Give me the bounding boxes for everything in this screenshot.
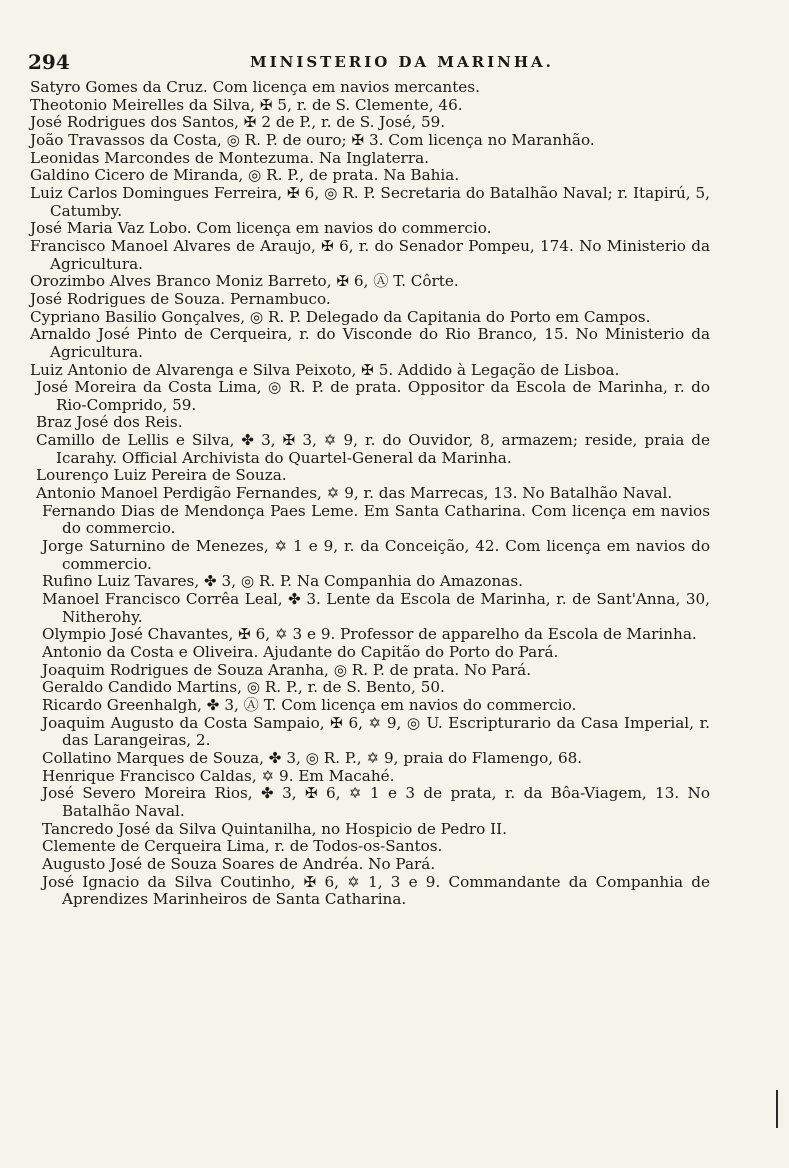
list-item: Braz José dos Reis. [36, 413, 183, 432]
list-item: Satyro Gomes da Cruz. Com licença em navios mercantes. [30, 78, 480, 96]
list-item: Rufino Luiz Tavares, ✤ 3, ◎ R. P. Na Companhia do Amazonas. [42, 572, 523, 591]
list-item: Augusto José de Souza Soares de Andréa. No Pará. [42, 854, 436, 873]
list-item: Geraldo Candido Martins, ◎ R. P., r. de S. Bento, 50. [42, 678, 445, 697]
margin-mark [776, 1090, 778, 1128]
list-item: Jorge Saturnino de Menezes, ✡ 1 e 9, r. da Conceição, 42. Com licença em navios do commercio. [42, 537, 710, 573]
list-item: Joaquim Augusto da Costa Sampaio, ✠ 6, ✡ 9, ◎ U. Escripturario da Casa Imperial, r. das Larangeiras, 2. [42, 713, 710, 750]
list-item: José Rodrigues de Souza. Pernambuco. [30, 289, 331, 308]
list-item: Collatino Marques de Souza, ✤ 3, ◎ R. P., ✡ 9, praia do Flamengo, 68. [42, 748, 583, 767]
list-item: José Moreira da Costa Lima, ◎ R. P. de prata. Oppositor da Escola de Marinha, r. do Rio-Comprido, 59. [36, 378, 710, 414]
list-item: Fernando Dias de Mendonça Paes Leme. Em Santa Catharina. Com licença em navios do commercio. [42, 501, 710, 538]
list-item: Antonio Manoel Perdigão Fernandes, ✡ 9, r. das Marrecas, 13. No Batalhão Naval. [36, 484, 673, 503]
list-item: José Severo Moreira Rios, ✤ 3, ✠ 6, ✡ 1 e 3 de prata, r. da Bôa-Viagem, 13. No Batalhão Naval. [42, 784, 710, 820]
list-item: Francisco Manoel Alvares de Araujo, ✠ 6, r. do Senador Pompeu, 174. No Ministerio da Agricultura. [30, 236, 710, 273]
list-item: Henrique Francisco Caldas, ✡ 9. Em Macahé. [42, 766, 395, 785]
list-item: Joaquim Rodrigues de Souza Aranha, ◎ R. P. de prata. No Pará. [42, 660, 532, 679]
list-item: Theotonio Meirelles da Silva, ✠ 5, r. de S. Clemente, 46. [30, 95, 463, 114]
list-item: José Rodrigues dos Santos, ✠ 2 de P., r. de S. José, 59. [30, 113, 446, 132]
list-item: Camillo de Lellis e Silva, ✤ 3, ✠ 3, ✡ 9, r. do Ouvidor, 8, armazem; reside, praia de Icarahy. Official Archivista do Quartel-General da Marinha. [36, 431, 710, 467]
list-item: Cypriano Basilio Gonçalves, ◎ R. P. Delegado da Capitania do Porto em Campos. [30, 307, 651, 326]
list-item: Lourenço Luiz Pereira de Souza. [36, 466, 287, 485]
entry-list [30, 79, 710, 909]
list-item: Luiz Antonio de Alvarenga e Silva Peixoto, ✠ 5. Addido à Legação de Lisboa. [30, 360, 620, 379]
list-item: Leonidas Marcondes de Montezuma. Na Inglaterra. [30, 148, 429, 167]
list-item: Antonio da Costa e Oliveira. Ajudante do Capitão do Porto do Pará. [42, 643, 559, 661]
list-item: Tancredo José da Silva Quintanilha, no Hospicio de Pedro II. [42, 819, 507, 838]
list-item: José Ignacio da Silva Coutinho, ✠ 6, ✡ 1, 3 e 9. Commandante da Companhia de Aprendizes Marinheiros de Santa Catharina. [42, 872, 710, 909]
list-item: Manoel Francisco Corrêa Leal, ✤ 3. Lente da Escola de Marinha, r. de Sant'Anna, 30, Nitherohy. [42, 590, 710, 626]
list-item: José Maria Vaz Lobo. Com licença em navios do commercio. [30, 219, 492, 238]
list-item: Ricardo Greenhalgh, ✤ 3, Ⓐ T. Com licença em navios do commercio. [42, 695, 577, 714]
list-item: Galdino Cicero de Miranda, ◎ R. P., de prata. Na Bahia. [30, 166, 460, 185]
list-item: Luiz Carlos Domingues Ferreira, ✠ 6, ◎ R. P. Secretaria do Batalhão Naval; r. Itapirú, 5, Catumby. [30, 183, 710, 220]
list-item: Clemente de Cerqueira Lima, r. de Todos-os-Santos. [42, 837, 443, 856]
list-item: Olympio José Chavantes, ✠ 6, ✡ 3 e 9. Professor de apparelho da Escola de Marinha. [42, 625, 697, 644]
list-item: Arnaldo José Pinto de Cerqueira, r. do Visconde do Rio Branco, 15. No Ministerio da Agricultura. [30, 325, 710, 361]
list-item: Orozimbo Alves Branco Moniz Barreto, ✠ 6, Ⓐ T. Côrte. [30, 272, 459, 291]
page-header [28, 50, 728, 76]
running-title: MINISTERIO DA MARINHA. [250, 53, 554, 71]
page-number: 294 [28, 50, 70, 74]
list-item: João Travassos da Costa, ◎ R. P. de ouro; ✠ 3. Com licença no Maranhão. [30, 130, 595, 149]
